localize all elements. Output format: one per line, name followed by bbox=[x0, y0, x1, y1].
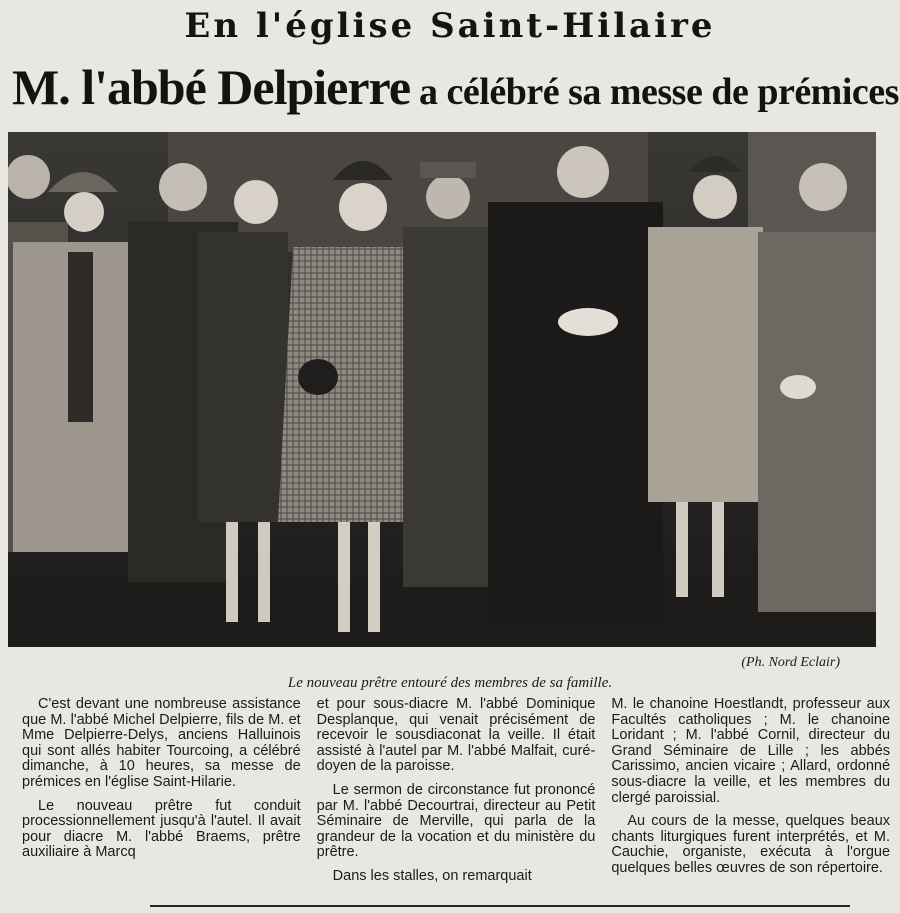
article-column-2 bbox=[317, 697, 596, 897]
paragraph: M. le chanoine Hoestlandt, professeur aux Facultés catholiques ; M. le chanoine Loridant ; M. l'abbé Cornil, directeur du Grand Séminaire de Lille ; les abbés Carissimo, ancien vicaire ; Allard, ordonné sous-diacre la veille, et les membres du clergé paroissial. bbox=[611, 696, 891, 806]
group-photo-illustration bbox=[8, 132, 876, 647]
photo-caption: Le nouveau prêtre entouré des membres de sa famille. bbox=[287, 675, 613, 691]
article-column-1 bbox=[22, 697, 301, 897]
group-photo bbox=[8, 132, 876, 647]
headline bbox=[12, 58, 899, 116]
paragraph: C'est devant une nombreuse assistance que M. l'abbé Michel Delpierre, fils de M. et Mme Delpierre-Delys, anciens Halluinois qui sont allés habiter Tourcoing, a célébré dimanche, à 10 heures, sa messe de prémices en l'église Saint-Hilarie. bbox=[22, 696, 301, 790]
article-column-3 bbox=[611, 697, 890, 897]
bottom-rule bbox=[150, 905, 850, 907]
paragraph: Le nouveau prêtre fut conduit processionnellement jusqu'à l'autel. Il avait pour diacre M. l'abbé Braems, prêtre auxiliaire à Marcq bbox=[22, 797, 301, 861]
photo-credit: (Ph. Nord Eclair) bbox=[741, 655, 840, 670]
section-kicker: En l'église Saint-Hilaire bbox=[184, 6, 716, 46]
paragraph: et pour sous-diacre M. l'abbé Dominique Desplanque, qui venait précisément de recevoir le sousdiaconat la veille. Il était assisté à l'autel par M. l'abbé Malfait, curé-doyen de la paroisse. bbox=[316, 696, 596, 775]
paragraph: Au cours de la messe, quelques beaux chants liturgiques furent interprétés, et M. Cauchie, organiste, exécuta à l'orgue quelques belles œuvres de son répertoire. bbox=[611, 813, 891, 876]
paragraph: Le sermon de circonstance fut prononcé par M. l'abbé Decourtrai, directeur au Petit Séminaire de Merville, qui parla de la grandeur de la vocation et du ministère du prêtre. bbox=[316, 781, 596, 861]
headline-rest: a célébré sa messe de prémices bbox=[410, 71, 899, 113]
article-body bbox=[22, 697, 890, 897]
headline-main: M. l'abbé Delpierre bbox=[12, 59, 411, 115]
paragraph: Dans les stalles, on remarquait bbox=[332, 867, 532, 884]
